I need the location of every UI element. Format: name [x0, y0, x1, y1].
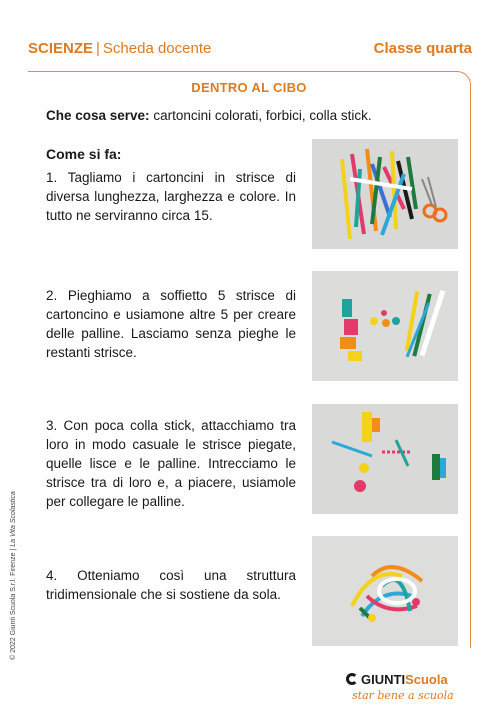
how-label: Come si fa: [46, 146, 122, 162]
page-header [28, 40, 472, 62]
logo-wordmark [346, 672, 448, 687]
photo-strips-scissors [312, 139, 458, 249]
step-4-text: 4. Otteniamo così una struttura tridimensionale che si sostiene da sola. [46, 568, 296, 602]
photo-assembling [312, 404, 458, 514]
materials-line [46, 108, 372, 123]
sheet-label: Scheda docente [102, 40, 212, 57]
logo-brand: GIUNTI [361, 672, 406, 687]
logo-brand-accent: Scuola [405, 672, 448, 687]
subject-label: SCIENZE [28, 40, 94, 57]
g-logo-icon [346, 673, 358, 685]
page-title: DENTRO AL CIBO [191, 80, 307, 95]
photo-step-1 [312, 139, 458, 249]
step-1-text: 1. Tagliamo i cartoncini in strisce di diversa lunghezza, larghezza e colore. In tutto ne serviranno circa 15. [46, 170, 296, 223]
logo-tagline: star bene a scuola [352, 689, 454, 702]
grade-label: Classe quarta [373, 40, 472, 57]
photo-step-3 [312, 404, 458, 514]
photo-folded-strips [312, 271, 458, 381]
photo-step-2 [312, 271, 458, 381]
photo-final-structure [312, 536, 458, 646]
copyright-text: © 2022 Giunti Scuola S.r.l. Firenze | [10, 548, 17, 660]
materials-text: cartoncini colorati, forbici, colla stick. [153, 108, 372, 123]
copyright-note [10, 491, 17, 660]
materials-label: Che cosa serve: [46, 108, 150, 123]
header-subject-line [28, 40, 211, 57]
giunti-scuola-logo [346, 672, 462, 706]
step-3-text: 3. Con poca colla stick, attacchiamo tra loro in modo casuale le strisce piegate, quelle lisce e le palline. Intrecciamo le strisce tra di loro e, a piacere, usiamole per collegare le palline. [46, 418, 296, 509]
header-separator: | [96, 40, 100, 57]
copyright-magazine: La Vita Scolastica [10, 491, 17, 547]
step-2-text: 2. Pieghiamo a soffietto 5 strisce di cartoncino e usiamone altre 5 per creare delle palline. Lasciamo senza pieghe le restanti strisce. [46, 288, 296, 360]
photo-step-4 [312, 536, 458, 646]
